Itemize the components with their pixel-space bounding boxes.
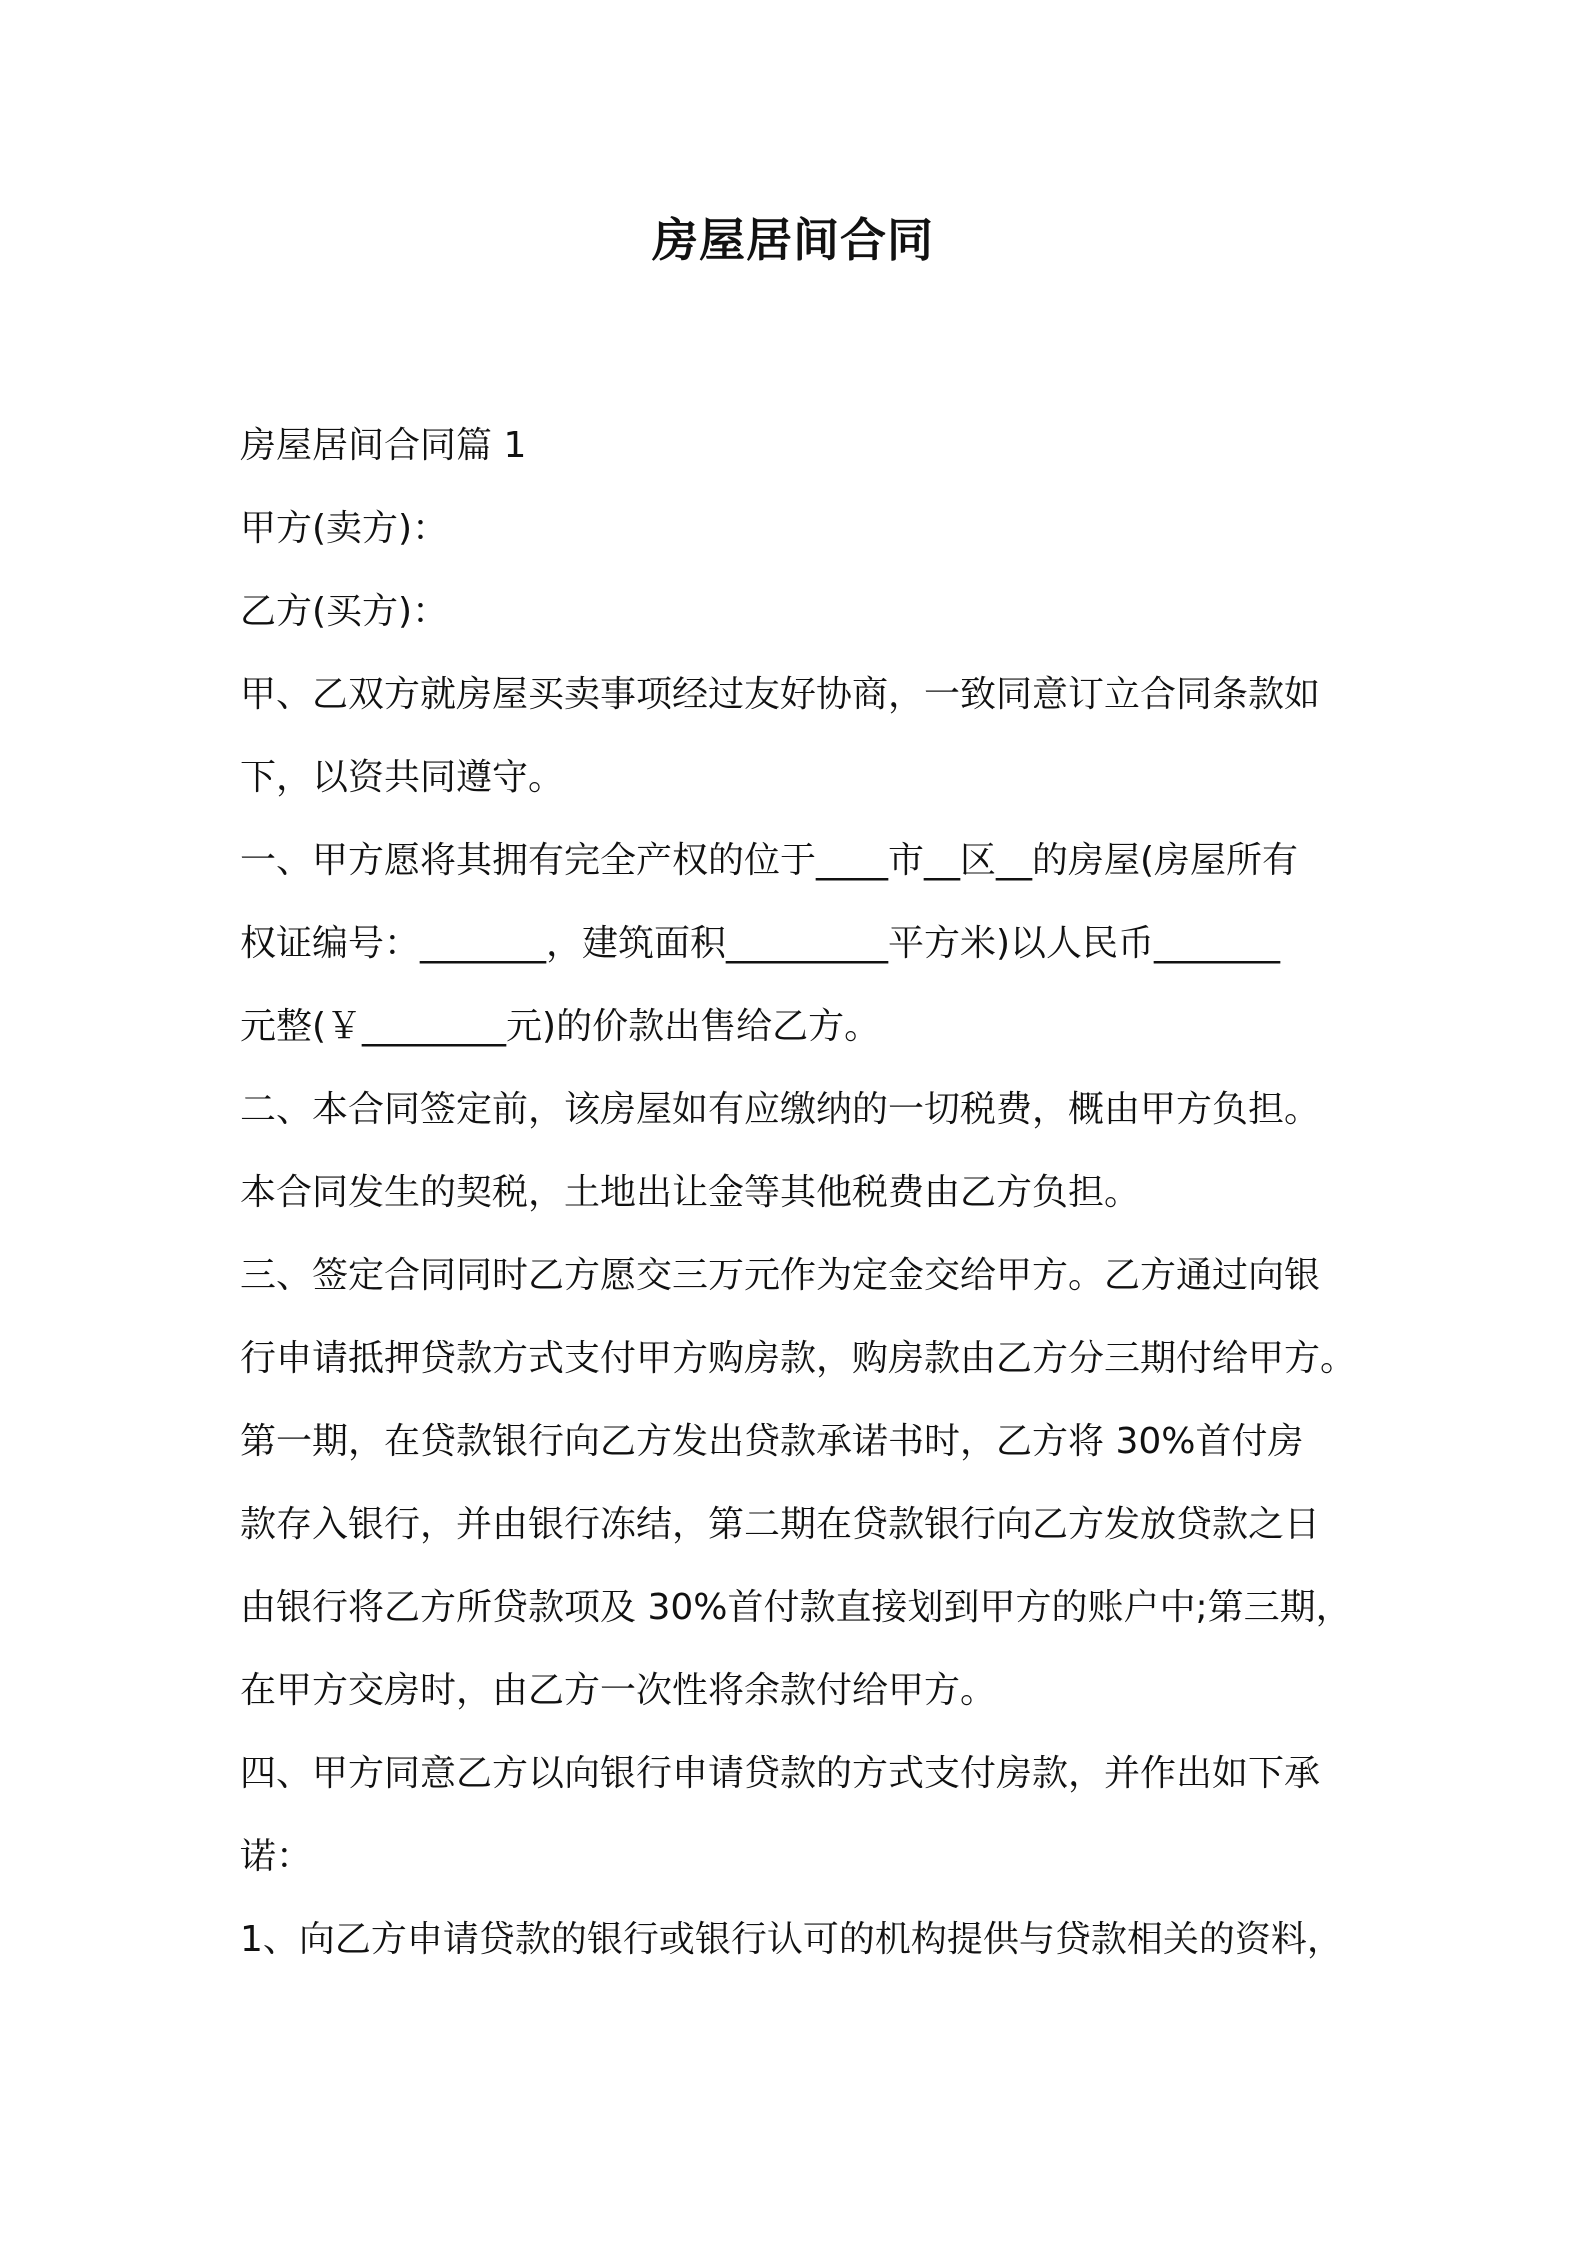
section-heading: 房屋居间合同篇 1 bbox=[240, 425, 527, 466]
clause-3-line: 由银行将乙方所贷款项及 30%首付款直接划到甲方的账户中;第三期， bbox=[240, 1587, 1352, 1628]
clause-1-line: 权证编号：_______，建筑面积_________平方米)以人民币_______ bbox=[240, 923, 1281, 964]
party-a-line: 甲方(卖方)： bbox=[240, 508, 449, 549]
clause-1-line: 元整(￥________元)的价款出售给乙方。 bbox=[240, 1006, 881, 1047]
party-b-line: 乙方(买方)： bbox=[240, 591, 449, 632]
clause-4-line: 四、甲方同意乙方以向银行申请贷款的方式支付房款，并作出如下承 bbox=[240, 1753, 1321, 1794]
clause-3-line: 三、签定合同同时乙方愿交三万元作为定金交给甲方。乙方通过向银 bbox=[240, 1255, 1321, 1296]
clause-4-item-1-line: 1、向乙方申请贷款的银行或银行认可的机构提供与贷款相关的资料， bbox=[240, 1919, 1343, 1960]
clause-3-line: 行申请抵押贷款方式支付甲方购房款，购房款由乙方分三期付给甲方。 bbox=[240, 1338, 1357, 1379]
document-body bbox=[240, 404, 1370, 1981]
clause-3-line: 在甲方交房时，由乙方一次性将余款付给甲方。 bbox=[240, 1670, 997, 1711]
clause-1-line: 一、甲方愿将其拥有完全产权的位于____市__区__的房屋(房屋所有 bbox=[240, 840, 1299, 881]
paragraph-line: 甲、乙双方就房屋买卖事项经过友好协商，一致同意订立合同条款如 bbox=[240, 674, 1321, 715]
clause-2-line: 二、本合同签定前，该房屋如有应缴纳的一切税费，概由甲方负担。 bbox=[240, 1089, 1321, 1130]
clause-3-line: 第一期，在贷款银行向乙方发出贷款承诺书时，乙方将 30%首付房 bbox=[240, 1421, 1304, 1462]
clause-4-line: 诺： bbox=[240, 1836, 313, 1877]
document-title: 房屋居间合同 bbox=[652, 213, 934, 267]
clause-2-line: 本合同发生的契税，土地出让金等其他税费由乙方负担。 bbox=[240, 1172, 1141, 1213]
paragraph-line: 下，以资共同遵守。 bbox=[240, 757, 565, 798]
clause-3-line: 款存入银行，并由银行冻结，第二期在贷款银行向乙方发放贷款之日 bbox=[240, 1504, 1321, 1545]
